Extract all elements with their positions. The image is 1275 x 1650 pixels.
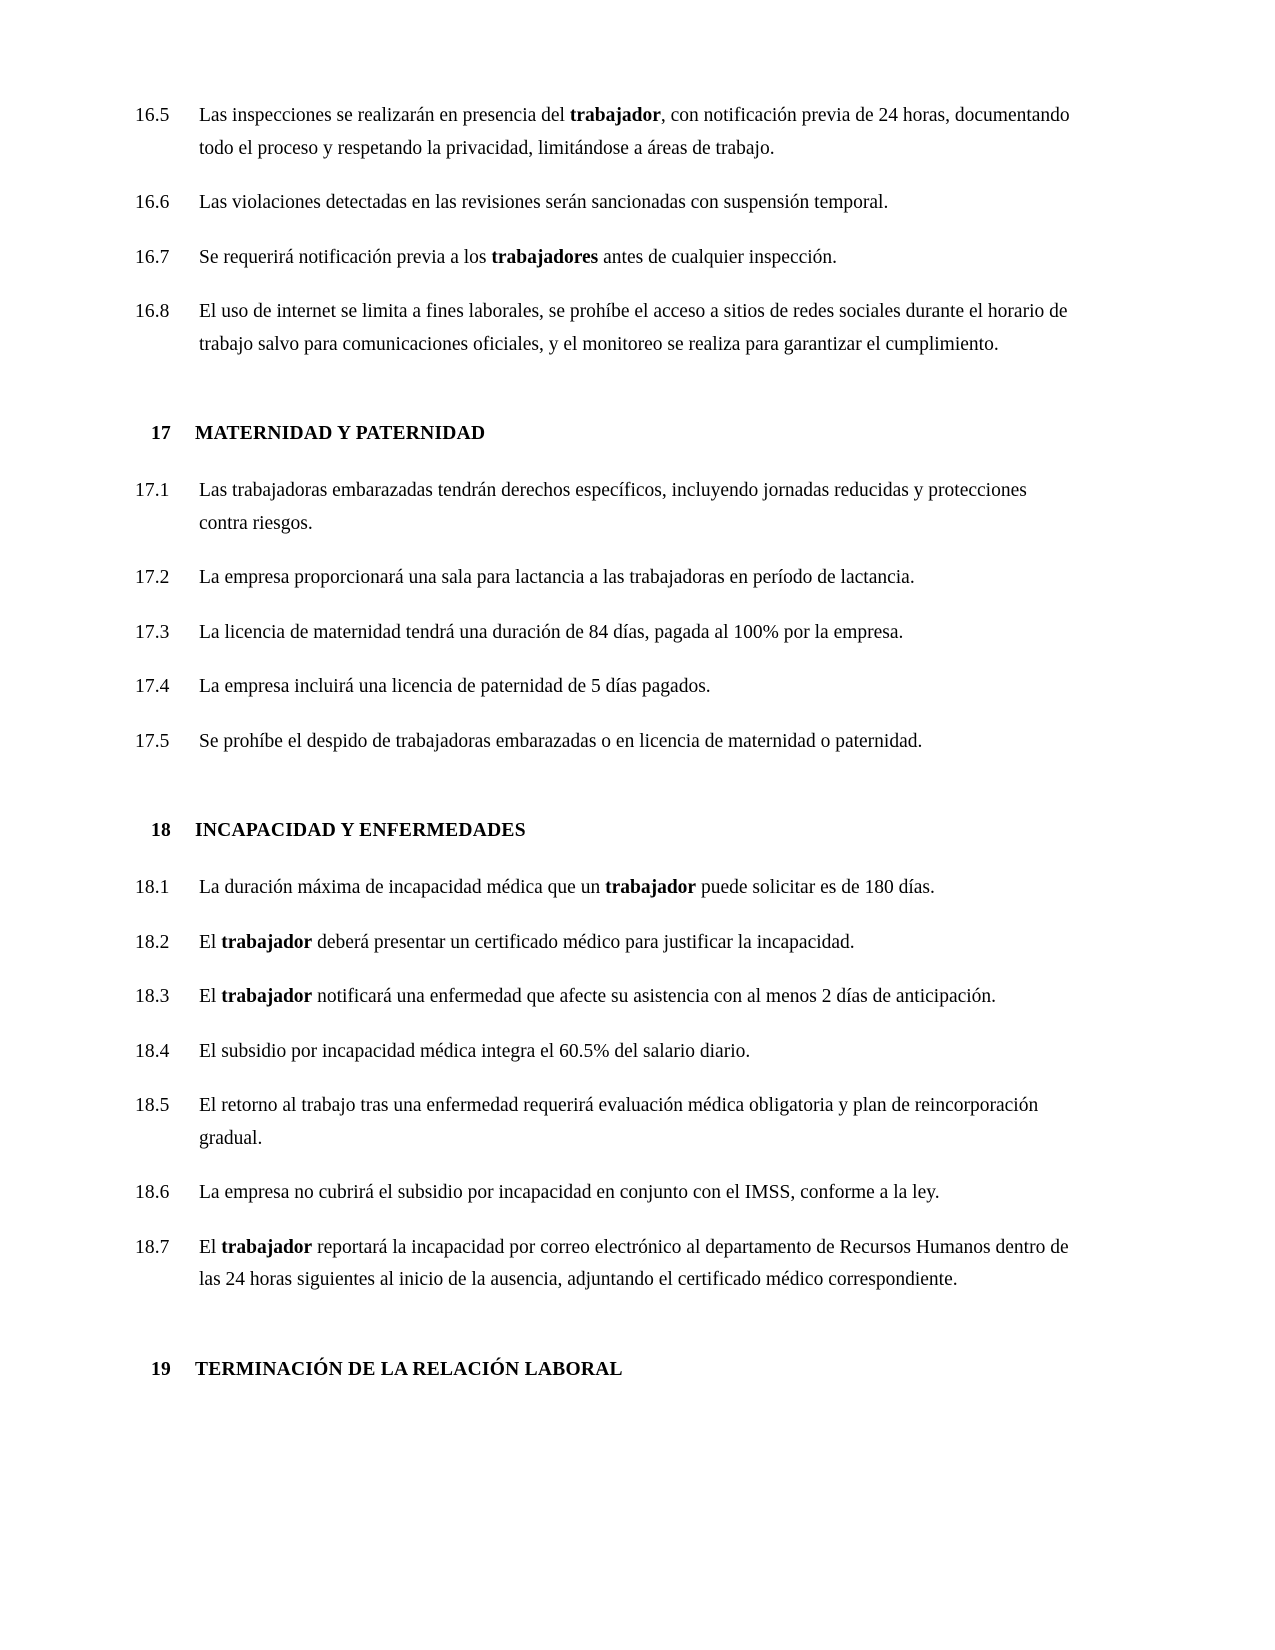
clause-text-run: La empresa no cubrirá el subsidio por incapacidad en conjunto con el IMSS, conforme a la ley. (199, 1182, 940, 1203)
clause-number: 17.5 (135, 730, 170, 752)
clause-item (135, 617, 1080, 650)
clause-text-run: La empresa proporcionará una sala para lactancia a las trabajadoras en período de lactancia. (199, 567, 915, 588)
clause-text (199, 100, 1080, 165)
document-body (135, 100, 1080, 1381)
clause-text-run: La empresa incluirá una licencia de paternidad de 5 días pagados. (199, 676, 711, 697)
clause-text (199, 981, 1080, 1014)
clause-item (135, 872, 1080, 905)
section-heading-17 (135, 423, 1080, 445)
clause-text-emphasis: trabajadores (491, 246, 599, 268)
clause-text-run: Las violaciones detectadas en las revisiones serán sancionadas con suspensión temporal. (199, 192, 889, 213)
clause-number: 16.8 (135, 301, 170, 322)
section-heading-19 (135, 1359, 1080, 1381)
section-number-18: 18 (151, 820, 171, 841)
clause-item (135, 927, 1080, 960)
clause-item (135, 1090, 1080, 1155)
clause-text-run: El (199, 931, 222, 953)
clause-text-run: Las trabajadoras embarazadas tendrán derechos específicos, incluyendo jornadas reducidas y protecciones contra riesgos. (199, 480, 1027, 534)
clause-text-run: La duración máxima de incapacidad médica que un (199, 877, 606, 898)
clause-item (135, 671, 1080, 704)
clause-text (199, 1036, 1080, 1069)
clause-text-run: puede solicitar es de 180 días. (696, 877, 935, 898)
clause-number: 17.1 (135, 480, 170, 501)
clause-number: 18.4 (135, 1040, 170, 1062)
clause-item (135, 187, 1080, 220)
clause-text-emphasis: trabajador (221, 986, 313, 1007)
clause-text-run: La licencia de maternidad tendrá una duración de 84 días, pagada al 100% por la empresa. (199, 621, 904, 643)
clause-text (199, 617, 1080, 650)
clause-number: 17.2 (135, 567, 170, 588)
clause-number: 17.3 (135, 621, 170, 643)
clause-text-run: notificará una enfermedad que afecte su asistencia con al menos 2 días de anticipación. (312, 986, 997, 1007)
clause-number: 18.2 (135, 931, 170, 953)
clause-number: 18.5 (135, 1095, 170, 1116)
section-title-18: INCAPACIDAD Y ENFERMEDADES (195, 820, 526, 841)
section-title-19: TERMINACIÓN DE LA RELACIÓN LABORAL (195, 1358, 623, 1380)
section-17-clauses (135, 475, 1080, 758)
clause-text (199, 187, 1080, 220)
clause-item (135, 1177, 1080, 1210)
clause-text-run: , con notificación previa de 24 horas, documentando todo el proceso y respetando la privacidad, limitándose a áreas de trabajo. (199, 105, 1070, 159)
clause-number: 16.7 (135, 246, 170, 268)
clause-text (199, 1090, 1080, 1155)
clause-text-emphasis: trabajador (605, 877, 697, 898)
clause-item (135, 296, 1080, 361)
clause-number: 18.1 (135, 877, 170, 898)
clause-text (199, 671, 1080, 704)
clause-item (135, 242, 1080, 275)
clause-item (135, 981, 1080, 1014)
clause-text-emphasis: trabajador (569, 105, 661, 126)
clause-number: 16.5 (135, 105, 170, 126)
clause-text (199, 296, 1080, 361)
clause-text (199, 927, 1080, 960)
section-title-17: MATERNIDAD Y PATERNIDAD (195, 423, 486, 444)
clause-item (135, 562, 1080, 595)
clause-text-run: El retorno al trabajo tras una enfermedad requerirá evaluación médica obligatoria y plan de reincorporación gradual. (199, 1095, 1039, 1149)
clause-number: 16.6 (135, 192, 170, 213)
section-18-clauses (135, 872, 1080, 1297)
clause-text-run: El (199, 986, 222, 1007)
clause-item (135, 1232, 1080, 1297)
clause-item (135, 1036, 1080, 1069)
clause-item (135, 100, 1080, 165)
clause-text-run: El subsidio por incapacidad médica integra el 60.5% del salario diario. (199, 1040, 751, 1062)
clause-text-emphasis: trabajador (221, 931, 313, 953)
clause-text-run: Se prohíbe el despido de trabajadoras embarazadas o en licencia de maternidad o paternidad. (199, 730, 923, 752)
clause-text-run: Se requerirá notificación previa a los (199, 246, 492, 268)
clause-item (135, 475, 1080, 540)
clause-item (135, 726, 1080, 759)
section-number-19: 19 (151, 1358, 171, 1380)
clause-number: 17.4 (135, 676, 170, 697)
clause-text (199, 1232, 1080, 1297)
clause-text-emphasis: trabajador (221, 1236, 313, 1258)
clause-number: 18.7 (135, 1236, 170, 1258)
clause-text-run: reportará la incapacidad por correo electrónico al departamento de Recursos Humanos dentro de las 24 horas siguientes al inicio de la ausencia, adjuntando el certificado médico correspondiente. (199, 1236, 1069, 1290)
clause-text (199, 242, 1080, 275)
clause-text-run: Las inspecciones se realizarán en presencia del (199, 105, 570, 126)
clause-text (199, 562, 1080, 595)
clause-text-run: El uso de internet se limita a fines laborales, se prohíbe el acceso a sitios de redes sociales durante el horario de trabajo salvo para comunicaciones oficiales, y el monitoreo se realiza para garantizar el cumplimiento. (199, 301, 1068, 355)
clause-text-run: deberá presentar un certificado médico para justificar la incapacidad. (312, 931, 855, 953)
clause-text (199, 726, 1080, 759)
clause-text (199, 475, 1080, 540)
clause-text-run: antes de cualquier inspección. (598, 246, 838, 268)
clause-number: 18.6 (135, 1182, 170, 1203)
section-16-continued-clauses (135, 100, 1080, 361)
clause-text (199, 1177, 1080, 1210)
section-heading-18 (135, 820, 1080, 842)
section-number-17: 17 (151, 423, 171, 444)
clause-text-run: El (199, 1236, 222, 1258)
clause-number: 18.3 (135, 986, 170, 1007)
clause-text (199, 872, 1080, 905)
